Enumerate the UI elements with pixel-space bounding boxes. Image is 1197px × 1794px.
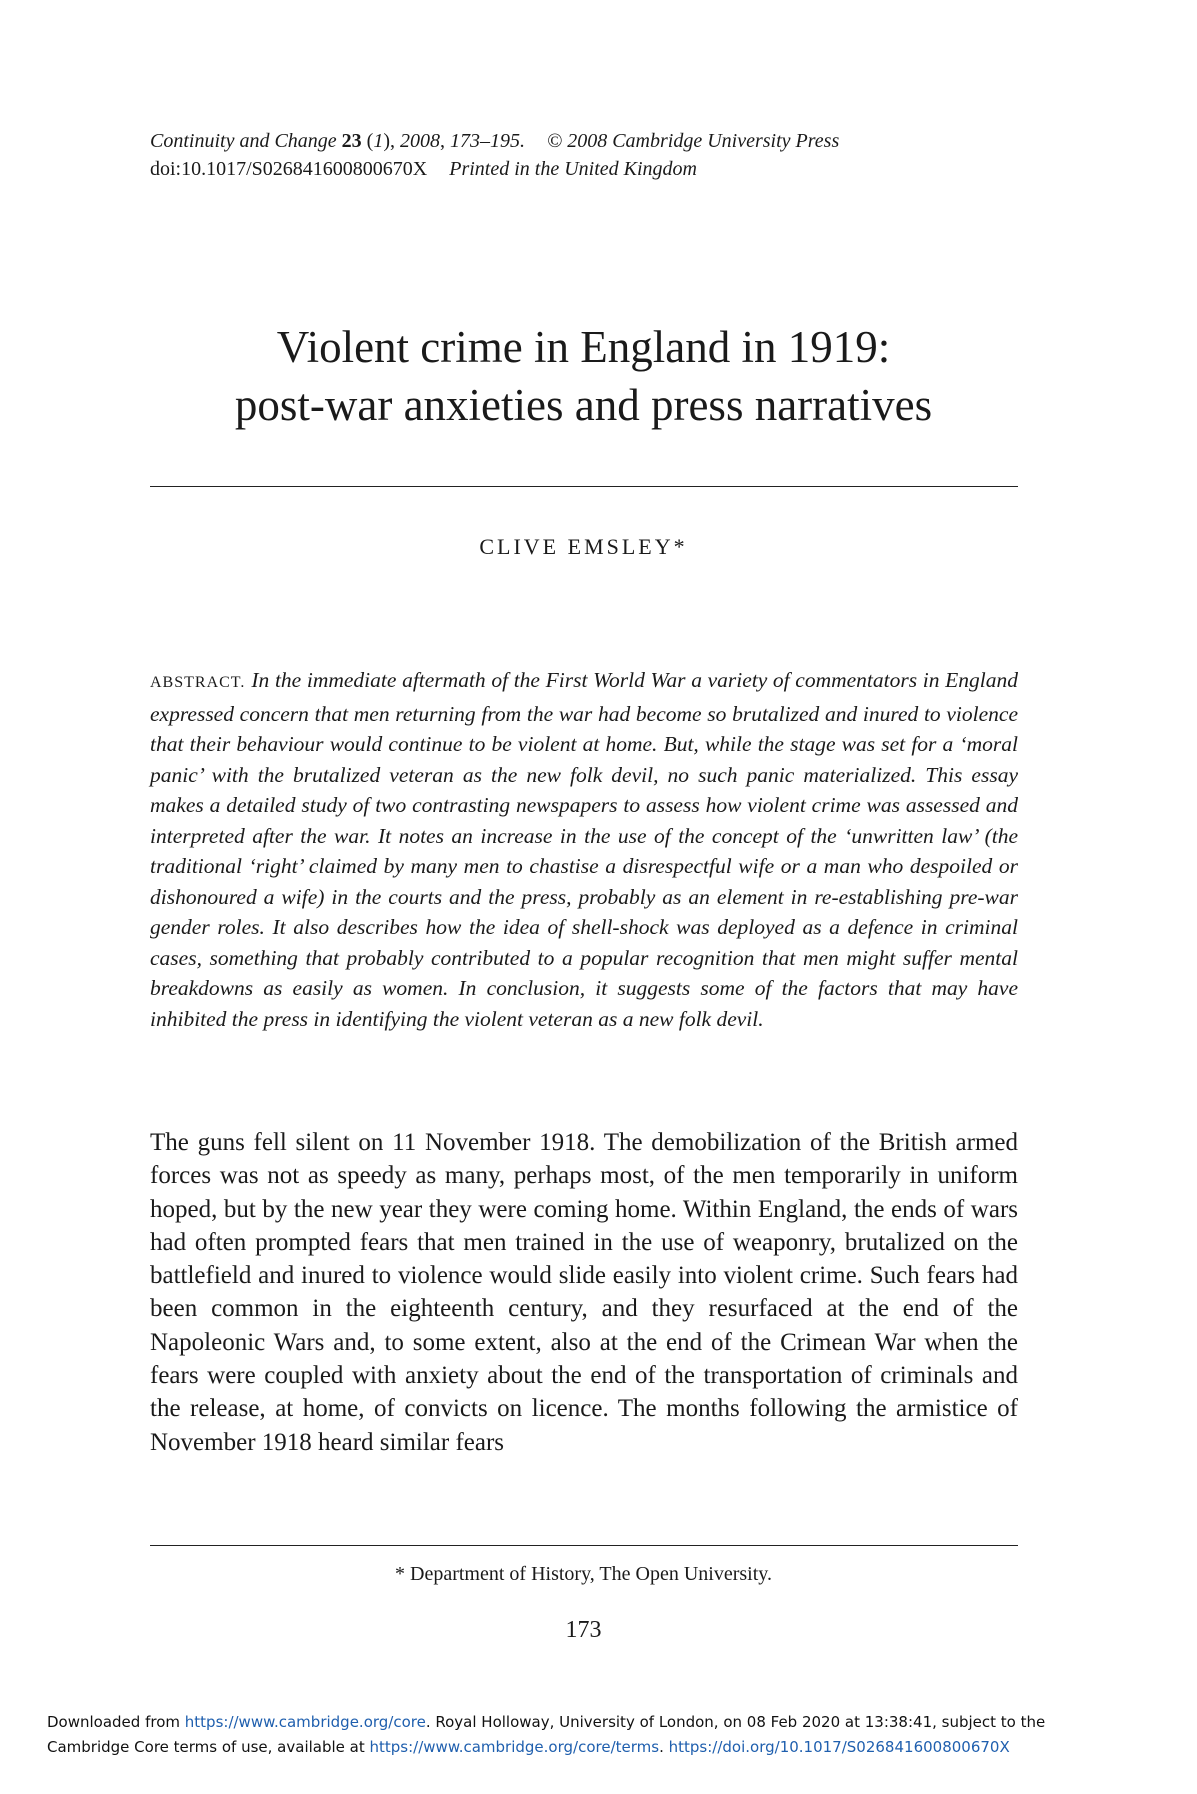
citation-line-2 xyxy=(150,155,839,183)
download-notice-line-2 xyxy=(47,1735,1177,1760)
volume-number: 23 xyxy=(341,130,362,152)
abstract-label: ABSTRACT. xyxy=(150,674,246,691)
title-divider xyxy=(150,486,1018,487)
author-affiliation-footnote: * Department of History, The Open University. xyxy=(395,1563,772,1585)
abstract-text: In the immediate aftermath of the First World War a variety of commentators in England expressed concern that men returning from the war had become so brutalized and inured to violence that their behaviour would continue to be violent at home. But, while the stage was set for a ‘moral panic’ with the brutalized veteran as the new folk devil, no such panic materialized. This essay makes a detailed study of two contrasting newspapers to assess how violent crime was assessed and interpreted after the war. It notes an increase in the use of the concept of the ‘unwritten law’ (the traditional ‘right’ claimed by many men to chastise a disrespectful wife or a man who despoiled or dishonoured a wife) in the courts and the press, probably as an element in re-establishing pre-war gender roles. It also describes how the idea of shell-shock was deployed as a defence in criminal cases, something that probably contributed to a popular recognition that men might suffer mental breakdowns as easily as women. In conclusion, it suggests some of the factors that may have inhibited the press in identifying the violent veteran as a new folk devil. xyxy=(150,668,1018,1031)
link-separator: . xyxy=(659,1738,664,1756)
citation-header xyxy=(150,127,839,183)
citation-line-1: Continuity and Change 23 (1), 2008, 173–195. © 2008 Cambridge University Press xyxy=(150,130,840,152)
article-title xyxy=(0,318,1167,434)
title-line-2: post-war anxieties and press narratives xyxy=(234,380,933,430)
download-notice-line-1 xyxy=(47,1710,1177,1735)
terms-prefix: Cambridge Core terms of use, available at xyxy=(47,1738,365,1756)
author-name: CLIVE EMSLEY* xyxy=(479,534,688,559)
printed-notice: Printed in the United Kingdom xyxy=(449,158,698,180)
copyright: © 2008 Cambridge University Press xyxy=(547,130,840,152)
doi: doi:10.1017/S026841600800670X xyxy=(150,158,428,180)
cambridge-core-link[interactable]: https://www.cambridge.org/core xyxy=(184,1713,426,1731)
download-notice xyxy=(47,1710,1177,1760)
journal-name: Continuity and Change xyxy=(150,130,337,152)
page-range: 173–195. xyxy=(450,130,526,152)
footnote-divider xyxy=(150,1545,1018,1546)
title-line-1: Violent crime in England in 1919: xyxy=(276,322,891,372)
issue-number: 1 xyxy=(373,130,384,152)
year: 2008 xyxy=(400,130,441,152)
doi-link[interactable]: https://doi.org/10.1017/S026841600800670X xyxy=(668,1738,1010,1756)
download-prefix: Downloaded from xyxy=(47,1713,180,1731)
terms-link[interactable]: https://www.cambridge.org/core/terms xyxy=(369,1738,660,1756)
download-middle: . Royal Holloway, University of London, on 08 Feb 2020 at 13:38:41, subject to the xyxy=(425,1713,1046,1731)
abstract xyxy=(150,665,1018,1034)
body-paragraph: The guns fell silent on 11 November 1918. The demobilization of the British armed forces was not as speedy as many, perhaps most, of the men temporarily in uniform hoped, but by the new year they were coming home. Within England, the ends of wars had often prompted fears that men trained in the use of weaponry, brutalized on the battlefield and inured to violence would slide easily into violent crime. Such fears had been common in the eighteenth century, and they resurfaced at the end of the Napoleonic Wars and, to some extent, also at the end of the Crimean War when the fears were coupled with anxiety about the end of the transportation of criminals and the release, at home, of convicts on licence. The months following the armistice of November 1918 heard similar fears xyxy=(150,1129,1018,1456)
page-number: 173 xyxy=(565,1617,602,1643)
